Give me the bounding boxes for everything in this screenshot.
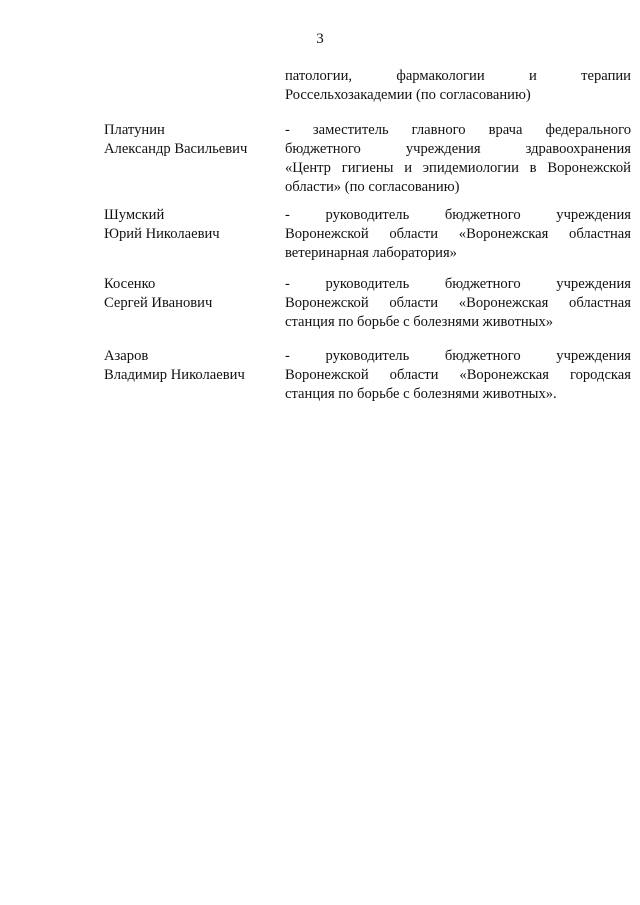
- member-description-line: - руководитель бюджетного учреждения: [285, 276, 631, 292]
- member-description-line: Воронежской области «Воронежская городская: [285, 367, 631, 383]
- member-surname: Косенко: [104, 276, 156, 292]
- member-description-line: ветеринарная лаборатория»: [285, 245, 457, 261]
- member-given-names: Александр Васильевич: [104, 141, 248, 157]
- member-description-line: станция по борьбе с болезнями животных»: [285, 314, 554, 330]
- member-description-line: - заместитель главного врача федерального: [285, 122, 631, 138]
- member-surname: Азаров: [104, 348, 149, 364]
- member-description-line: - руководитель бюджетного учреждения: [285, 207, 631, 223]
- page-number: 3: [316, 31, 324, 47]
- member-description-line: станция по борьбе с болезнями животных».: [285, 386, 557, 402]
- member-given-names: Юрий Николаевич: [104, 226, 220, 242]
- member-description-line: - руководитель бюджетного учреждения: [285, 348, 631, 364]
- member-description-line: области» (по согласованию): [285, 179, 460, 195]
- member-given-names: Владимир Николаевич: [104, 367, 245, 383]
- member-given-names: Сергей Иванович: [104, 295, 213, 311]
- member-surname: Платунин: [104, 122, 165, 138]
- member-description-line: бюджетного учреждения здравоохранения: [285, 141, 631, 157]
- member-description-line: Воронежской области «Воронежская областная: [285, 226, 631, 242]
- member-surname: Шумский: [104, 207, 165, 223]
- continuation-line: патологии, фармакологии и терапии: [285, 68, 631, 84]
- member-description-line: «Центр гигиены и эпидемиологии в Воронежской: [285, 160, 631, 176]
- member-description-line: Воронежской области «Воронежская областная: [285, 295, 631, 311]
- continuation-line: Россельхозакадемии (по согласованию): [285, 87, 531, 103]
